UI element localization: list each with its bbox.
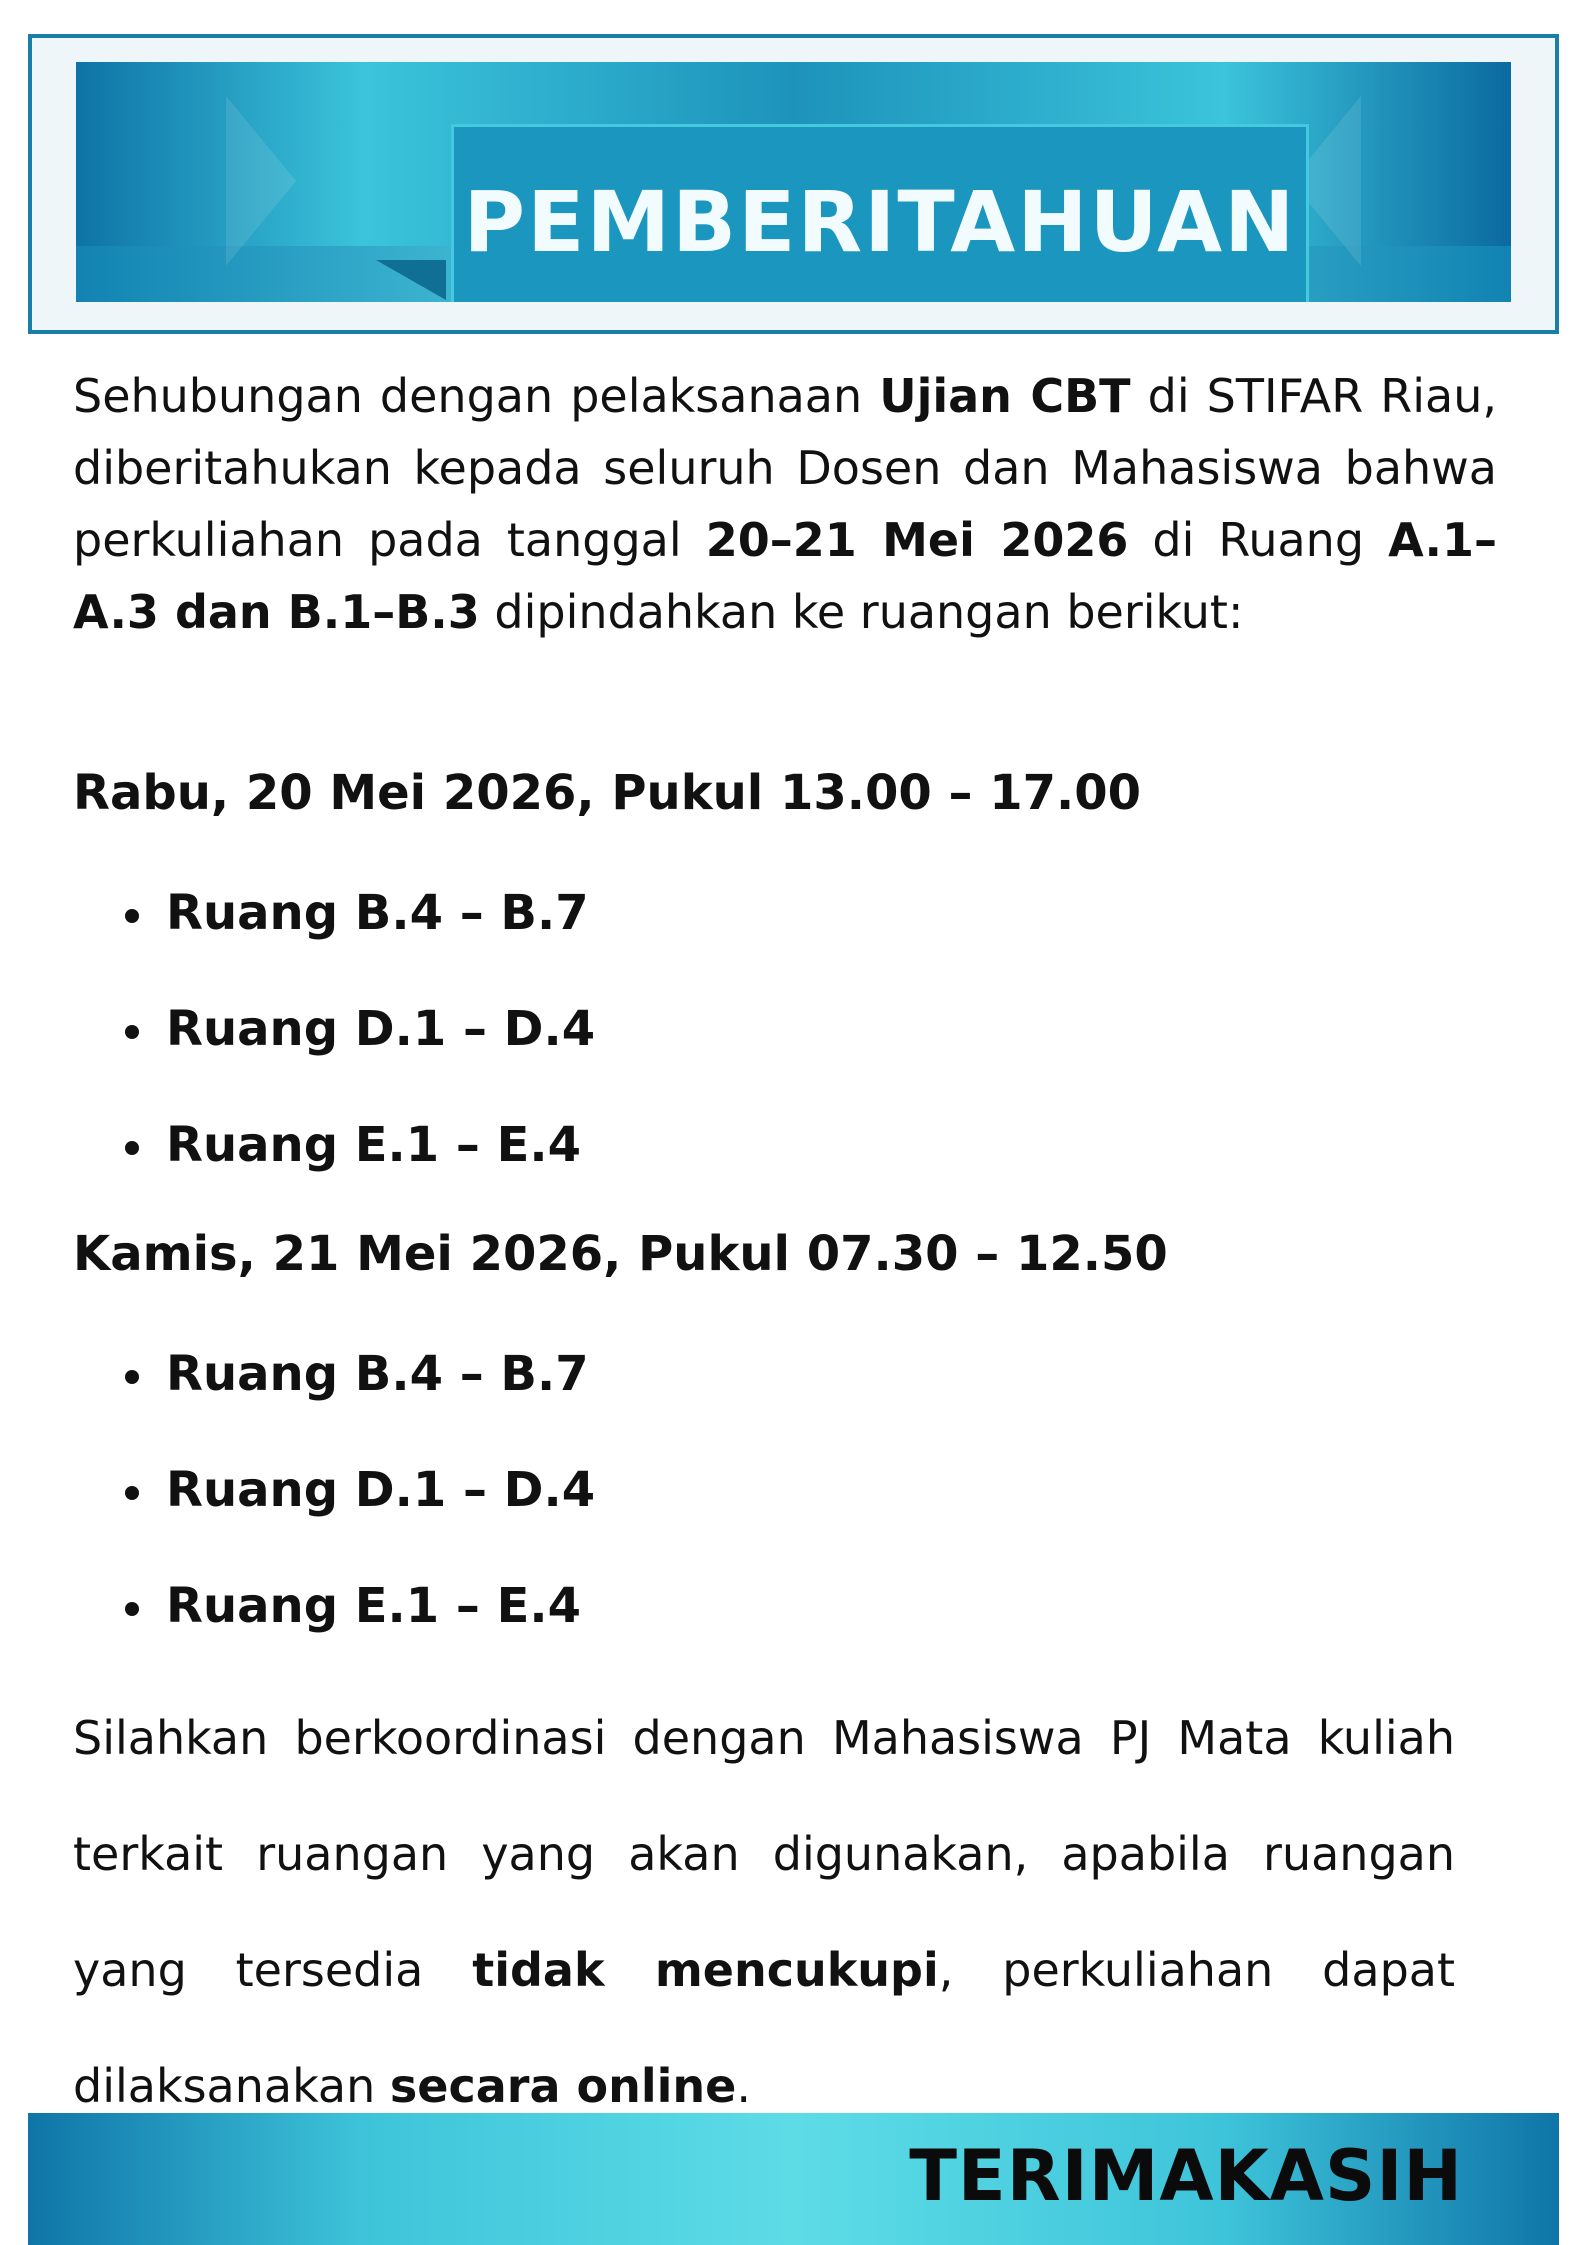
bullet-icon [125, 1486, 139, 1500]
closing-bold-insufficient: tidak mencukupi [472, 1943, 939, 1997]
intro-paragraph [73, 360, 1497, 648]
closing-paragraph [73, 1680, 1455, 2144]
intro-bold-rooms: A.1–A.3 dan B.1–B.3 [73, 513, 1497, 639]
day-heading: Kamis, 21 Mei 2026, Pukul 07.30 – 12.50 [73, 1226, 1168, 1282]
bullet-icon [125, 1025, 139, 1039]
footer-banner [28, 2113, 1559, 2245]
bullet-icon [125, 909, 139, 923]
closing-text-2: , perkuliahan dapat dilaksanakan [73, 1943, 1455, 2113]
announcement-body [73, 360, 1497, 2113]
intro-text-4: dipindahkan ke ruangan berikut: [479, 585, 1244, 639]
room-label: Ruang E.1 – E.4 [166, 1117, 582, 1173]
intro-bold-exam: Ujian CBT [879, 369, 1131, 423]
header-ribbon-background [76, 62, 1511, 302]
room-label: Ruang D.1 – D.4 [166, 1001, 596, 1057]
header-banner [28, 34, 1559, 334]
ribbon-notch-left [226, 96, 296, 266]
intro-text-3: di Ruang [1128, 513, 1389, 567]
title-panel [451, 124, 1309, 302]
intro-text-2: di STIFAR Riau, diberitahukan kepada seluruh Dosen dan Mahasiswa bahwa perkuliahan pada tanggal [73, 369, 1497, 567]
bullet-icon [125, 1602, 139, 1616]
intro-bold-dates: 20–21 Mei 2026 [705, 513, 1129, 567]
closing-text-3: . [736, 2059, 751, 2113]
closing-bold-online: secara online [389, 2059, 737, 2113]
room-label: Ruang E.1 – E.4 [166, 1578, 582, 1634]
room-label: Ruang D.1 – D.4 [166, 1462, 596, 1518]
footer-thanks: TERIMAKASIH [909, 2135, 1463, 2217]
page-title: PEMBERITAHUAN [463, 173, 1297, 271]
closing-text-1: Silahkan berkoordinasi dengan Mahasiswa PJ Mata kuliah terkait ruangan yang akan digunakan, apabila ruangan yang tersedia [73, 1711, 1455, 1997]
bullet-icon [125, 1370, 139, 1384]
room-label: Ruang B.4 – B.7 [166, 885, 589, 941]
intro-text-1: Sehubungan dengan pelaksanaan [73, 369, 880, 423]
room-label: Ruang B.4 – B.7 [166, 1346, 589, 1402]
day-heading: Rabu, 20 Mei 2026, Pukul 13.00 – 17.00 [73, 765, 1142, 821]
bullet-icon [125, 1141, 139, 1155]
